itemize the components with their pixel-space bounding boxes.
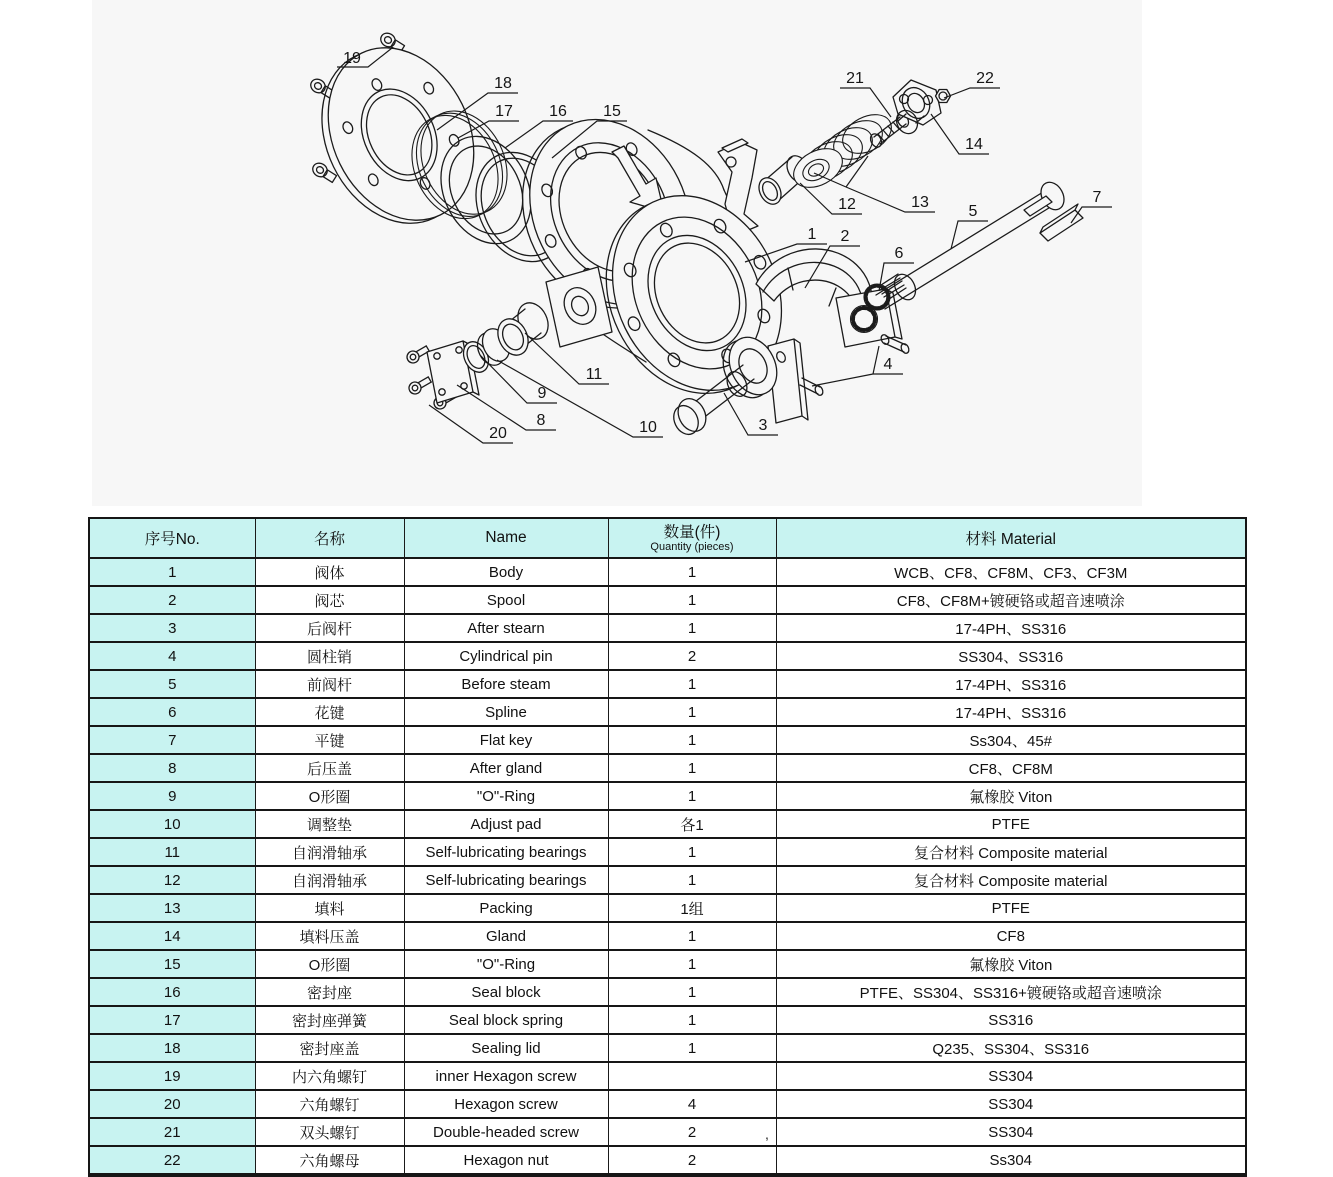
table-row [89, 838, 1246, 866]
callout-label-21: 21 [846, 70, 864, 87]
cell-material: 17-4PH、SS316 [776, 698, 1246, 726]
cell-qty: 1 [608, 1034, 776, 1062]
cell-name-en: inner Hexagon screw [404, 1062, 608, 1090]
cell-name-en: Flat key [404, 726, 608, 754]
cell-qty: 1 [608, 754, 776, 782]
cell-qty: 1 [608, 670, 776, 698]
table-row [89, 978, 1246, 1006]
col-header-name-cn: 名称 [255, 518, 404, 558]
cell-no: 11 [89, 838, 255, 866]
callout-label-11: 11 [585, 366, 603, 383]
col-header-qty [608, 518, 776, 558]
cell-no: 6 [89, 698, 255, 726]
cell-name-en: "O"-Ring [404, 782, 608, 810]
cell-qty: 1 [608, 782, 776, 810]
callout-label-18: 18 [494, 75, 512, 92]
table-row [89, 1062, 1246, 1090]
parts-table [88, 517, 1247, 1177]
callout-label-5: 5 [968, 203, 978, 220]
cell-qty: 各1 [608, 810, 776, 838]
cell-material: Q235、SS304、SS316 [776, 1034, 1246, 1062]
cell-name-cn: 后阀杆 [255, 614, 404, 642]
callout-label-16: 16 [549, 103, 567, 120]
cell-name-cn: 填料压盖 [255, 922, 404, 950]
cell-no: 10 [89, 810, 255, 838]
cell-name-en: Packing [404, 894, 608, 922]
cell-qty: 1 [608, 698, 776, 726]
cell-name-en: "O"-Ring [404, 950, 608, 978]
cell-qty: 1 [608, 1006, 776, 1034]
cell-no: 20 [89, 1090, 255, 1118]
cell-qty: 2 [608, 1146, 776, 1175]
cell-name-en: Body [404, 558, 608, 586]
callout-label-15: 15 [603, 103, 621, 120]
cell-qty: 1组 [608, 894, 776, 922]
cell-no: 13 [89, 894, 255, 922]
cell-no: 3 [89, 614, 255, 642]
table-row [89, 1146, 1246, 1175]
col-header-qty-en: Quantity (pieces) [650, 540, 734, 553]
cell-qty: 1 [608, 726, 776, 754]
cell-name-en: Spool [404, 586, 608, 614]
callout-label-8: 8 [536, 412, 546, 429]
callout-label-13: 13 [911, 194, 929, 211]
cell-material: PTFE [776, 894, 1246, 922]
table-row [89, 614, 1246, 642]
cell-name-cn: 密封座盖 [255, 1034, 404, 1062]
cell-qty: 1 [608, 950, 776, 978]
cell-name-cn: 内六角螺钉 [255, 1062, 404, 1090]
cell-name-en: Cylindrical pin [404, 642, 608, 670]
cell-no: 16 [89, 978, 255, 1006]
callout-label-17: 17 [495, 103, 513, 120]
cell-name-cn: 密封座弹簧 [255, 1006, 404, 1034]
cell-name-cn: O形圈 [255, 950, 404, 978]
callout-label-22: 22 [976, 70, 994, 87]
callout-label-20: 20 [489, 425, 507, 442]
cell-name-cn: O形圈 [255, 782, 404, 810]
cell-no: 15 [89, 950, 255, 978]
cell-name-en: After gland [404, 754, 608, 782]
cell-qty: 1 [608, 558, 776, 586]
cell-name-en: Before steam [404, 670, 608, 698]
cell-no: 21 [89, 1118, 255, 1146]
cell-name-en: Hexagon nut [404, 1146, 608, 1175]
cell-qty: 4 [608, 1090, 776, 1118]
cell-qty: 1 [608, 614, 776, 642]
table-row [89, 1090, 1246, 1118]
callout-label-3: 3 [758, 417, 768, 434]
callout-label-1: 1 [807, 226, 817, 243]
cell-name-en: Hexagon screw [404, 1090, 608, 1118]
callout-label-10: 10 [639, 419, 657, 436]
table-row [89, 810, 1246, 838]
cell-name-cn: 填料 [255, 894, 404, 922]
table-row [89, 922, 1246, 950]
table-row [89, 1006, 1246, 1034]
table-row [89, 642, 1246, 670]
table-row [89, 1118, 1246, 1146]
cell-name-en: Sealing lid [404, 1034, 608, 1062]
cell-no: 4 [89, 642, 255, 670]
cell-name-en: Self-lubricating bearings [404, 866, 608, 894]
callout-label-19: 19 [343, 50, 361, 67]
cell-name-en: Seal block spring [404, 1006, 608, 1034]
cell-no: 7 [89, 726, 255, 754]
cell-name-cn: 前阀杆 [255, 670, 404, 698]
cell-qty: 2 [608, 1118, 776, 1146]
cell-no: 2 [89, 586, 255, 614]
cell-no: 1 [89, 558, 255, 586]
cell-material: SS304 [776, 1118, 1246, 1146]
cell-name-cn: 阀体 [255, 558, 404, 586]
callout-label-6: 6 [894, 245, 904, 262]
cell-name-cn: 自润滑轴承 [255, 838, 404, 866]
cell-no: 17 [89, 1006, 255, 1034]
cell-material: 复合材料 Composite material [776, 866, 1246, 894]
cell-qty: 1 [608, 866, 776, 894]
cell-material: SS304 [776, 1090, 1246, 1118]
cell-material: Ss304 [776, 1146, 1246, 1175]
cell-no: 14 [89, 922, 255, 950]
cell-no: 5 [89, 670, 255, 698]
table-row [89, 726, 1246, 754]
table-row [89, 1034, 1246, 1062]
cell-material: Ss304、45# [776, 726, 1246, 754]
callout-label-12: 12 [838, 196, 856, 213]
cell-qty: 1 [608, 978, 776, 1006]
cell-name-cn: 平键 [255, 726, 404, 754]
cell-name-en: Self-lubricating bearings [404, 838, 608, 866]
callout-label-14: 14 [965, 136, 983, 153]
callout-label-4: 4 [883, 356, 893, 373]
cell-qty [608, 1062, 776, 1090]
header-row [89, 518, 1246, 558]
cell-name-en: Gland [404, 922, 608, 950]
table-row [89, 782, 1246, 810]
cell-qty: 1 [608, 922, 776, 950]
cell-material: PTFE [776, 810, 1246, 838]
callout-label-2: 2 [840, 228, 850, 245]
cell-name-cn: 六角螺母 [255, 1146, 404, 1175]
cell-no: 12 [89, 866, 255, 894]
col-header-material: 材料 Material [776, 518, 1246, 558]
cell-name-en: Double-headed screw [404, 1118, 608, 1146]
cell-name-cn: 自润滑轴承 [255, 866, 404, 894]
col-header-name-en: Name [404, 518, 608, 558]
cell-qty: 1 [608, 838, 776, 866]
cell-material: CF8、CF8M [776, 754, 1246, 782]
cell-name-cn: 调整垫 [255, 810, 404, 838]
cell-name-cn: 圆柱销 [255, 642, 404, 670]
table-row [89, 754, 1246, 782]
callout-label-9: 9 [537, 385, 547, 402]
table-row [89, 894, 1246, 922]
cell-name-cn: 阀芯 [255, 586, 404, 614]
cell-material: SS304 [776, 1062, 1246, 1090]
callout-label-7: 7 [1092, 189, 1102, 206]
cell-name-cn: 六角螺钉 [255, 1090, 404, 1118]
footer-mark: , [765, 1126, 769, 1142]
cell-material: 氟橡胶 Viton [776, 950, 1246, 978]
cell-no: 18 [89, 1034, 255, 1062]
cell-material: WCB、CF8、CF8M、CF3、CF3M [776, 558, 1246, 586]
cell-no: 8 [89, 754, 255, 782]
cell-material: 17-4PH、SS316 [776, 670, 1246, 698]
col-header-qty-cn: 数量(件) [663, 523, 721, 541]
table-row [89, 698, 1246, 726]
cell-no: 22 [89, 1146, 255, 1175]
cell-name-en: Seal block [404, 978, 608, 1006]
table-row [89, 866, 1246, 894]
cell-material: 复合材料 Composite material [776, 838, 1246, 866]
cell-qty: 2 [608, 642, 776, 670]
cell-name-en: Adjust pad [404, 810, 608, 838]
exploded-diagram [0, 0, 1333, 514]
cell-material: SS316 [776, 1006, 1246, 1034]
cell-material: CF8 [776, 922, 1246, 950]
cell-material: CF8、CF8M+镀硬铬或超音速喷涂 [776, 586, 1246, 614]
table-row [89, 670, 1246, 698]
table-row [89, 586, 1246, 614]
cell-qty: 1 [608, 586, 776, 614]
cell-name-cn: 双头螺钉 [255, 1118, 404, 1146]
cell-name-cn: 花键 [255, 698, 404, 726]
table-row [89, 558, 1246, 586]
cell-no: 19 [89, 1062, 255, 1090]
cell-material: SS304、SS316 [776, 642, 1246, 670]
cell-material: 17-4PH、SS316 [776, 614, 1246, 642]
table-row [89, 950, 1246, 978]
cell-material: 氟橡胶 Viton [776, 782, 1246, 810]
cell-no: 9 [89, 782, 255, 810]
cell-name-cn: 密封座 [255, 978, 404, 1006]
cell-name-en: After stearn [404, 614, 608, 642]
cell-name-en: Spline [404, 698, 608, 726]
col-header-no: 序号No. [89, 518, 255, 558]
cell-name-cn: 后压盖 [255, 754, 404, 782]
cell-material: PTFE、SS304、SS316+镀硬铬或超音速喷涂 [776, 978, 1246, 1006]
